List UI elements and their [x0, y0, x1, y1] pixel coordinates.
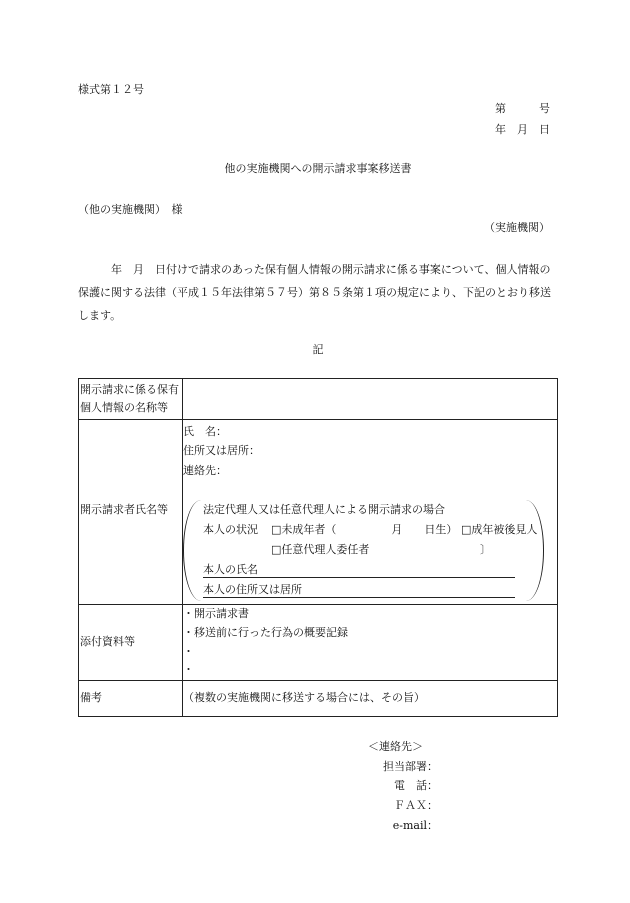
- contact-phone: 電 話：: [394, 779, 438, 792]
- row-divider: [79, 680, 557, 681]
- address-label: 住所又は居所：: [183, 444, 260, 457]
- row-divider: [79, 604, 557, 605]
- contact-dept: 担当部署：: [383, 760, 438, 773]
- contact-header: ＜連絡先＞: [368, 740, 423, 753]
- contact-label: 連絡先：: [183, 464, 227, 477]
- form-table: [78, 378, 558, 717]
- document-number: 第 号: [495, 102, 550, 115]
- agent-option: □任意代理人委任者: [271, 543, 370, 556]
- proxy-header: 法定代理人又は任意代理人による開示請求の場合: [203, 503, 445, 516]
- sender: （実施機関）: [484, 221, 550, 234]
- row1-label-line1: 開示請求に係る保有: [80, 383, 179, 396]
- ward-option: □成年被後見人: [461, 523, 538, 536]
- row1-label-line2: 個人情報の名称等: [80, 401, 168, 414]
- attachment-item: ・: [183, 663, 194, 676]
- name-label: 氏 名：: [183, 425, 227, 438]
- row-divider: [79, 419, 557, 420]
- document-title: 他の実施機関への開示請求事案移送書: [224, 162, 412, 175]
- agent-close-bracket: 〕: [480, 543, 491, 556]
- minor-option: □未成年者（ 月 日生）: [271, 523, 458, 536]
- principal-address-underline: [203, 597, 515, 598]
- contact-fax: ＦＡＸ：: [394, 799, 438, 812]
- principal-address: 本人の住所又は居所: [203, 583, 302, 596]
- body-paragraph: 年 月 日付けで請求のあった保有個人情報の開示請求に係る事案について、個人情報の保護に関する法律（平成１５年法律第５７号）第８５条第１項の規定により、下記のとおり移送します。: [78, 263, 551, 322]
- attachment-item: ・: [183, 645, 194, 658]
- row3-label: 添付資料等: [80, 635, 135, 648]
- addressee: （他の実施機関） 様: [78, 203, 183, 216]
- row4-label: 備考: [80, 691, 102, 704]
- row2-label: 開示請求者氏名等: [80, 503, 168, 516]
- remarks: （複数の実施機関に移送する場合には、その旨）: [183, 691, 425, 704]
- attachment-item: ・開示請求書: [183, 607, 249, 620]
- principal-name: 本人の氏名: [203, 563, 258, 576]
- form-number: 様式第１２号: [78, 83, 144, 96]
- contact-email: e-mail：: [392, 819, 438, 832]
- document-date: 年 月 日: [495, 123, 550, 136]
- ki-heading: 記: [312, 343, 324, 356]
- principal-name-underline: [203, 577, 515, 578]
- attachment-item: ・移送前に行った行為の概要記録: [183, 626, 348, 639]
- status-label: 本人の状況: [203, 523, 258, 536]
